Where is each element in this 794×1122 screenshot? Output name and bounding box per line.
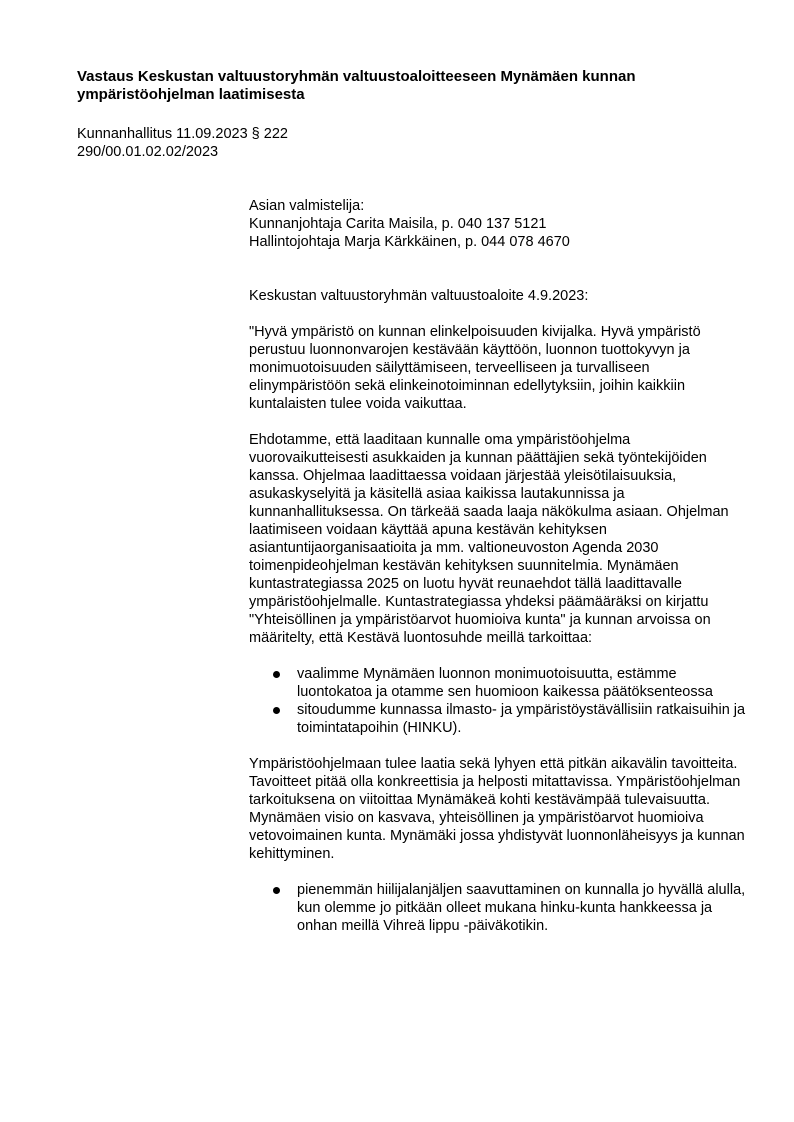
paragraph: Ympäristöohjelmaan tulee laatia sekä lyhyen että pitkän aikavälin tavoitteita. Tavoitteet pitää olla konkreettisia ja helposti mitattavissa. Ympäristöohjelman tarkoituksena on viitoittaa Mynämäkeä kohti kestävämpää tulevaisuutta. Mynämäen visio on kasvava, yhteisöllinen ja ympäristöarvot huomioiva vetovoimainen kunta. Mynämäki jossa yhdistyvät luonnonläheisyys ja kunnan kehittyminen. [249, 756, 745, 862]
paragraph: "Hyvä ympäristö on kunnan elinkelpoisuuden kivijalka. Hyvä ympäristö perustuu luonnonvarojen kestävään käyttöön, luonnon tuottokyvyn ja monimuotoisuuden säilyttämiseen, terveelliseen ja turvalliseen elinympäristöön sekä elinkeinotoiminnan edellytyksiin, joihin kaikkiin kuntalaisten tulee voida vaikuttaa. [249, 324, 701, 412]
paragraph: Ehdotamme, että laaditaan kunnalle oma ympäristöohjelma vuorovaikutteisesti asukkaiden ja kunnan päättäjien sekä työntekijöiden kanssa. Ohjelmaa laadittaessa voidaan järjestää yleisötilaisuuksia, asukaskyselyitä ja käsitellä asiaa kaikissa lautakunnissa ja kunnanhallituksessa. On tärkeää saada laaja näkökulma asiaan. Ohjelman laatimiseen voidaan käyttää apuna kestävän kehityksen asiantuntijaorganisaatioita ja mm. valtioneuvoston Agenda 2030 toimenpideohjelman kestävän kehityksen suunnitelmia. Mynämäen kuntastrategiassa 2025 on luotu hyvät reunaehdot tällä laadittavalle ympäristöohjelmalle. Kuntastrategiassa yhdeksi päämääräksi on kirjattu "Yhteisöllinen ja ympäristöarvot huomioiva kunta" ja kunnan arvoissa on määritelty, että Kestävä luontosuhde meillä tarkoittaa: [249, 432, 729, 646]
document-title: Vastaus Keskustan valtuustoryhmän valtuustoaloitteeseen Mynämäen kunnan ympäristöohjelman laatimisesta [77, 68, 636, 103]
list-item [249, 665, 749, 701]
list-item [249, 881, 749, 935]
initiative-heading: Keskustan valtuustoryhmän valtuustoaloite 4.9.2023: [249, 288, 589, 304]
case-number: 290/00.01.02.02/2023 [77, 144, 219, 160]
meeting-info [77, 125, 717, 161]
list-item-text: sitoudumme kunnassa ilmasto- ja ympäristöystävällisiin ratkaisuihin ja toimintatapoihin (HINKU). [297, 702, 746, 736]
preparer-line: Kunnanjohtaja Carita Maisila, p. 040 137 5121 [249, 216, 547, 232]
meeting-line: Kunnanhallitus 11.09.2023 § 222 [77, 126, 288, 142]
bullet-icon [273, 671, 280, 678]
list-item-text: vaalimme Mynämäen luonnon monimuotoisuutta, estämme luontokatoa ja otamme sen huomioon kaikessa päätöksenteossa [297, 666, 713, 700]
bullet-icon [273, 887, 280, 894]
bullet-list [249, 665, 749, 737]
preparer-heading: Asian valmistelija: [249, 198, 365, 214]
preparer-line: Hallintojohtaja Marja Kärkkäinen, p. 044 078 4670 [249, 234, 570, 250]
bullet-list [249, 881, 749, 935]
bullet-icon [273, 707, 280, 714]
document-body [249, 197, 749, 935]
list-item [249, 701, 749, 737]
list-item-text: pienemmän hiilijalanjäljen saavuttaminen on kunnalla jo hyvällä alulla, kun olemme jo pitkään olleet mukana hinku-kunta hankkeessa ja onhan meillä Vihreä lippu -päiväkotikin. [297, 882, 746, 934]
